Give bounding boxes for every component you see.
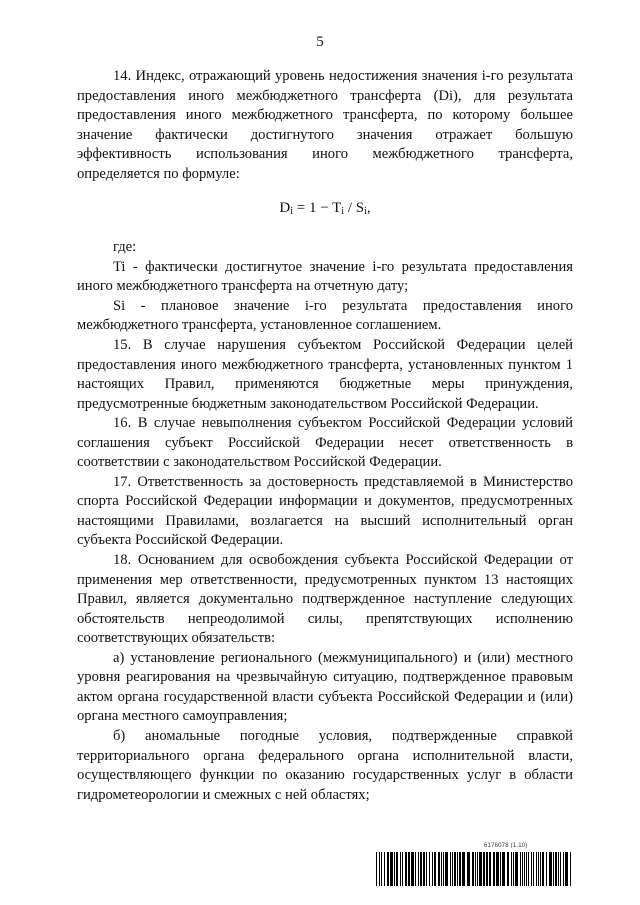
formula-lhs-sub: i — [290, 206, 293, 218]
paragraph-16: 16. В случае невыполнения субъектом Российской Федерации условий соглашения субъект Российской Федерации несет ответственность в соответствии с законодательством Российской Федерации. — [77, 415, 573, 471]
paragraph-15: 15. В случае нарушения субъектом Российской Федерации целей предоставления иного межбюджетного трансферта, установленных пунктом 1 настоящих Правил, применяются бюджетные меры принуждения, предусмотренные бюджетным законодательством Российской Федерации. — [77, 337, 573, 412]
ti-definition: Ti - фактически достигнутое значение i-го результата предоставления иного межбюджетного трансферта на отчетную дату; — [77, 258, 573, 295]
barcode-number: 6176078 (1.10) — [484, 843, 528, 849]
formula-s-sub: i — [364, 206, 367, 218]
paragraph-18a: а) установление регионального (межмуниципального) и (или) местного уровня реагирования на чрезвычайную ситуацию, подтвержденное правовым актом органа государственной власти субъекта Российской Федерации и (или) органа местного самоуправления; — [77, 649, 573, 725]
formula-t-sub: i — [341, 206, 345, 218]
paragraph-18: 18. Основанием для освобождения субъекта Российской Федерации от применения мер ответственности, предусмотренных пунктом 13 настоящих Правил, является документально подтвержденное наступление следующих обстоятельств непреодолимой силы, препятствующих исполнению соответствующих обязательств: — [77, 552, 573, 647]
document-body — [77, 67, 573, 805]
barcode-image — [376, 852, 573, 886]
si-definition: Si - плановое значение i-го результата предоставления иного межбюджетного трансферта, установленное соглашением. — [77, 297, 573, 334]
formula-div: / S — [344, 200, 365, 217]
formula-lhs: D — [279, 200, 291, 217]
paragraph-18b: б) аномальные погодные условия, подтвержденные справкой территориального органа федерального органа исполнительной власти, осуществляющего функции по оказанию государственных услуг в области гидрометеорологии и смежных с ней областях; — [77, 727, 573, 803]
paragraph-17: 17. Ответственность за достоверность представляемой в Министерство спорта Российской Федерации информации и документов, предусмотренных настоящими Правилами, возлагается на высший исполнительный орган субъекта Российской Федерации. — [77, 473, 573, 549]
formula — [77, 198, 573, 218]
barcode-graphic — [376, 852, 573, 886]
page-number: 5 — [316, 34, 324, 50]
paragraph-14: 14. Индекс, отражающий уровень недостижения значения i-го результата предоставления иного межбюджетного трансферта (Di), для результата предоставления иного межбюджетного трансферта, по которому большее значение фактически достигнутого значения отражает большую эффективность использования иного межбюджетного трансферта, определяется по формуле: — [77, 68, 573, 182]
formula-eq: = 1 − T — [292, 200, 342, 217]
formula-end: , — [366, 200, 371, 217]
where-label: где: — [113, 239, 137, 256]
